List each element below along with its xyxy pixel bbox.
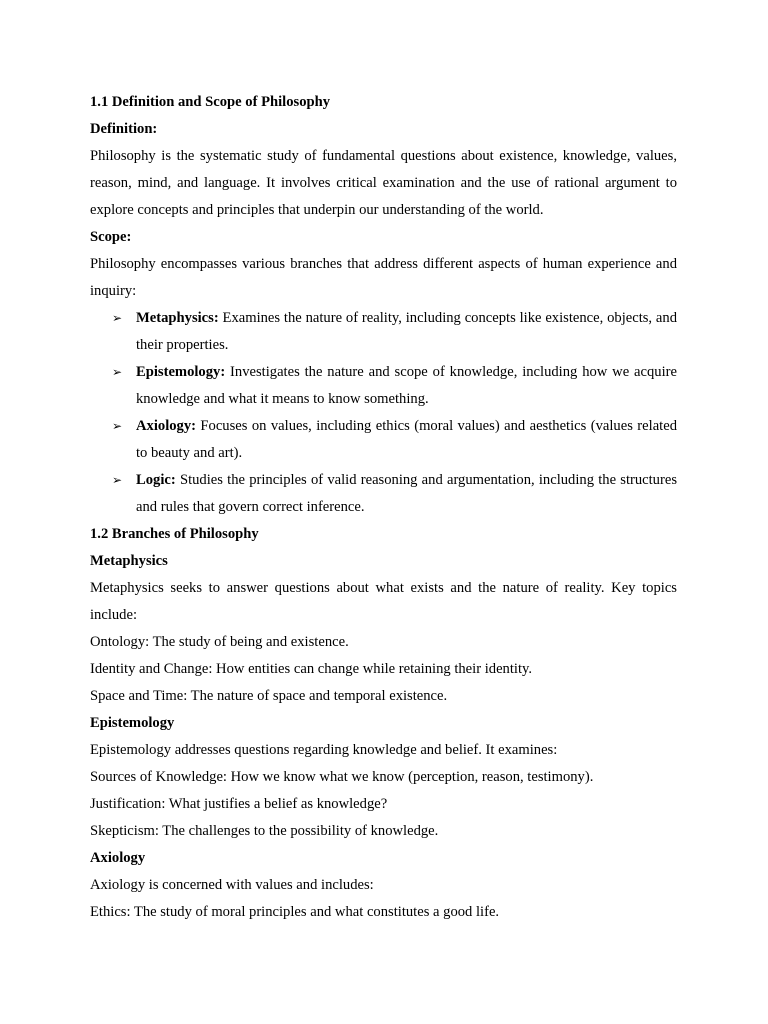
topic-line: Identity and Change: How entities can change while retaining their identity. [90, 661, 533, 677]
topic-line: Ontology: The study of being and existence. [90, 634, 349, 650]
bullet-term: Axiology: [136, 418, 196, 434]
topic-line: Sources of Knowledge: How we know what we know (perception, reason, testimony). [90, 769, 594, 785]
arrowhead-bullet-icon: ➢ [112, 365, 123, 379]
definition-label: Definition: [90, 121, 158, 137]
arrowhead-bullet-icon: ➢ [112, 419, 123, 433]
topic-line: Justification: What justifies a belief as knowledge? [90, 796, 388, 812]
bullet-text: Examines the nature of reality, including concepts like existence, objects, and their properties. [136, 310, 677, 353]
subsection-intro: Axiology is concerned with values and includes: [90, 877, 374, 893]
bullet-term: Logic: [136, 472, 176, 488]
subsection-intro: Epistemology addresses questions regarding knowledge and belief. It examines: [90, 742, 558, 758]
topic-line: Skepticism: The challenges to the possibility of knowledge. [90, 823, 439, 839]
bullet-term: Epistemology: [136, 364, 226, 380]
arrowhead-bullet-icon: ➢ [112, 311, 123, 325]
scope-paragraph: Philosophy encompasses various branches that address different aspects of human experience and inquiry: [90, 256, 677, 299]
topic-line: Ethics: The study of moral principles and what constitutes a good life. [90, 904, 500, 920]
subsection-title: Axiology [90, 850, 146, 866]
list-item [90, 359, 677, 413]
topic-line: Space and Time: The nature of space and temporal existence. [90, 688, 448, 704]
subsection-intro: Metaphysics seeks to answer questions about what exists and the nature of reality. Key topics include: [90, 580, 677, 623]
bullet-term: Metaphysics: [136, 310, 219, 326]
section-heading: 1.2 Branches of Philosophy [90, 526, 259, 542]
subsection-title: Metaphysics [90, 553, 168, 569]
arrowhead-bullet-icon: ➢ [112, 473, 123, 487]
bullet-text: Focuses on values, including ethics (moral values) and aesthetics (values related to beauty and art). [136, 418, 677, 461]
list-item [90, 305, 677, 359]
list-item [90, 467, 677, 521]
bullet-text: Investigates the nature and scope of knowledge, including how we acquire knowledge and what it means to know something. [136, 364, 677, 407]
branches-list [90, 305, 677, 521]
scope-label: Scope: [90, 229, 132, 245]
list-item [90, 413, 677, 467]
document-page [90, 89, 677, 926]
definition-paragraph: Philosophy is the systematic study of fundamental questions about existence, knowledge, values, reason, mind, and language. It involves critical examination and the use of rational argument to explore concepts and principles that underpin our understanding of the world. [90, 148, 677, 218]
bullet-text: Studies the principles of valid reasoning and argumentation, including the structures and rules that govern correct inference. [136, 472, 677, 515]
subsection-title: Epistemology [90, 715, 175, 731]
section-heading: 1.1 Definition and Scope of Philosophy [90, 94, 331, 110]
